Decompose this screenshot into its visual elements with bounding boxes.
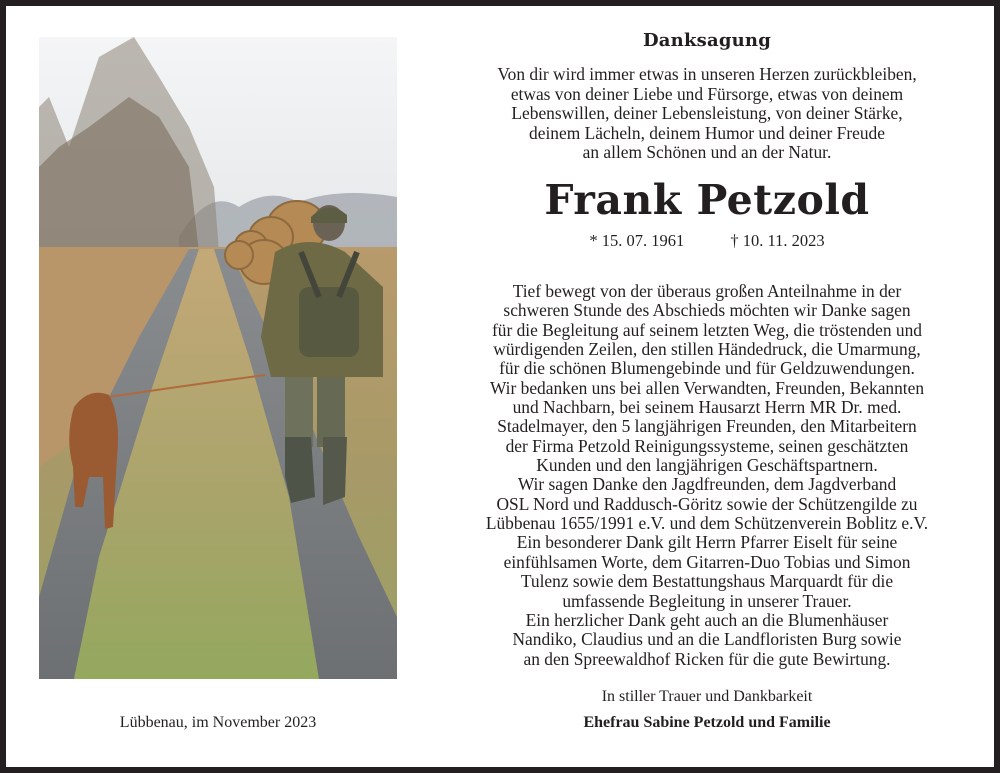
- body-line: einfühlsamen Worte, dem Gitarren-Duo Tobias und Simon: [503, 551, 911, 572]
- body-line: Lübbenau 1655/1991 e.V. und dem Schützenverein Boblitz e.V.: [485, 513, 929, 534]
- body-line: Ein herzlicher Dank geht auch an die Blumenhäuser: [525, 609, 889, 630]
- place-and-date: Lübbenau, im November 2023: [119, 714, 317, 731]
- signature: Ehefrau Sabine Petzold und Familie: [583, 714, 831, 731]
- verse-line: an allem Schönen und an der Natur.: [582, 142, 832, 163]
- body-line: Ein besonderer Dank gilt Herrn Pfarrer Eiselt für seine: [516, 532, 898, 553]
- verse-line: Von dir wird immer etwas in unseren Herzen zurückbleiben,: [497, 64, 917, 84]
- verse-line: Lebenswillen, deiner Lebensleistung, von deiner Stärke,: [511, 103, 903, 124]
- deceased-name: Frank Petzold: [544, 176, 870, 224]
- death-date: † 10. 11. 2023: [730, 231, 825, 250]
- birth-date: * 15. 07. 1961: [589, 231, 685, 250]
- body-line: für die Begleitung auf seinem letzten Weg, die tröstenden und: [491, 319, 923, 340]
- life-dates: [440, 231, 974, 251]
- verse-line: etwas von deiner Liebe und Fürsorge, etwas von deinem: [510, 83, 904, 104]
- obituary-notice: [6, 6, 994, 767]
- verse-line: deinem Lächeln, deinem Humor und deiner Freude: [529, 122, 885, 143]
- body-line: Wir bedanken uns bei allen Verwandten, Freunden, Bekannten: [489, 377, 925, 398]
- body-line: Tulenz sowie dem Bestattungshaus Marquardt für die: [520, 571, 894, 592]
- body-line: der Firma Petzold Reinigungssysteme, seinen geschätzten: [505, 435, 909, 456]
- body-line: Tief bewegt von der überaus großen Anteilnahme in der: [512, 281, 902, 301]
- memorial-photo: [39, 37, 397, 679]
- body-line: würdigenden Zeilen, den stillen Händedruck, die Umarmung,: [493, 339, 921, 360]
- photo-image-icon: [39, 37, 397, 679]
- body-line: Kunden und den langjährigen Geschäftspartnern.: [536, 455, 878, 476]
- body-line: Nandiko, Claudius und an die Landfloristen Burg sowie: [512, 629, 902, 650]
- body-line: für die schönen Blumengebinde und für Geldzuwendungen.: [499, 358, 915, 379]
- body-line: OSL Nord und Raddusch-Göritz sowie der Schützengilde zu: [496, 493, 918, 514]
- body-line: Wir sagen Danke den Jagdfreunden, dem Jagdverband: [517, 474, 897, 495]
- body-line: und Nachbarn, bei seinem Hausarzt Herrn MR Dr. med.: [512, 397, 902, 418]
- closing-line: In stiller Trauer und Dankbarkeit: [601, 688, 813, 705]
- body-line: umfassende Begleitung in unserer Trauer.: [562, 590, 852, 611]
- heading: Danksagung: [643, 30, 771, 51]
- body-line: an den Spreewaldhof Ricken für die gute Bewirtung.: [523, 648, 891, 669]
- memorial-verse: [440, 65, 974, 163]
- body-line: Stadelmayer, den 5 langjährigen Freunden, den Mitarbeitern: [497, 416, 917, 437]
- body-line: schweren Stunde des Abschieds möchten wir Danke sagen: [503, 300, 911, 321]
- thank-you-body: [440, 282, 974, 669]
